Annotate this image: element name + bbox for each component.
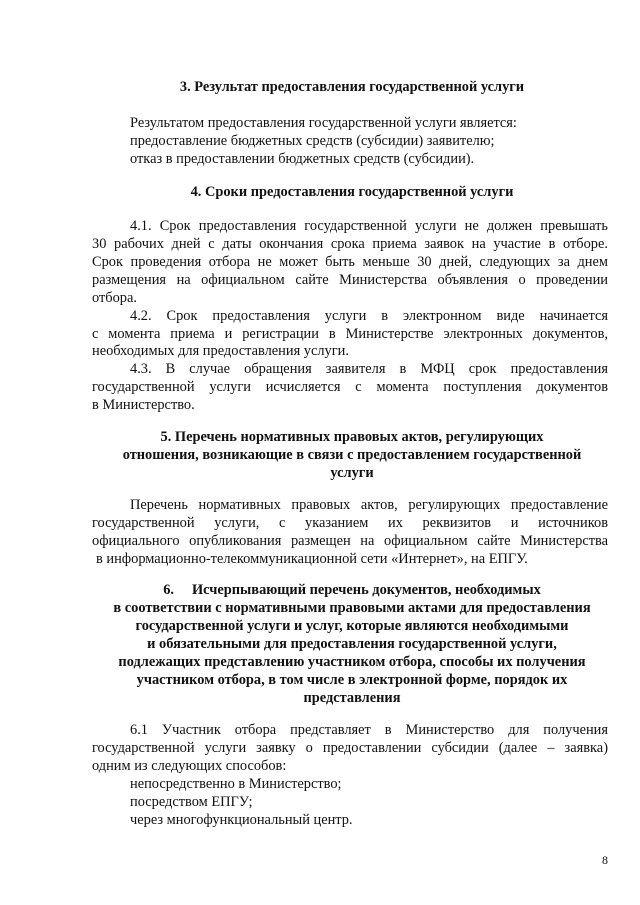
section-6-title: участником отбора, в том числе в электронной форме, порядок их — [136, 672, 568, 688]
section-5-title: услуги — [330, 465, 374, 481]
section-4-title: 4. Сроки предоставления государственной услуги — [190, 184, 514, 200]
paragraph-line: государственной услуги, с указанием их реквизитов и источников — [92, 515, 608, 531]
paragraph-line: Перечень нормативных правовых актов, регулирующих предоставление — [130, 497, 608, 513]
paragraph-line: 6.1 Участник отбора представляет в Министерство для получения — [130, 722, 608, 738]
list-item: непосредственно в Министерство; — [130, 776, 342, 792]
list-item: посредством ЕПГУ; — [130, 794, 253, 810]
paragraph-line: с момента приема и регистрации в Министерстве электронных документов, — [92, 326, 608, 342]
section-6-title: в соответствии с нормативными правовыми актами для предоставления — [113, 600, 591, 616]
paragraph-line: государственной услуги исчисляется с момента поступления документов — [92, 379, 608, 395]
paragraph-line: 4.3. В случае обращения заявителя в МФЦ срок предоставления — [130, 361, 608, 377]
paragraph-line: одним из следующих способов: — [92, 758, 287, 774]
paragraph-line: официального опубликования размещен на официальном сайте Министерства — [92, 533, 608, 549]
paragraph-line: необходимых для предоставления услуги. — [92, 343, 349, 359]
paragraph-line: Результатом предоставления государственной услуги является: — [130, 115, 517, 131]
paragraph-line: размещения на официальном сайте Министерства объявления о проведении — [92, 272, 608, 288]
paragraph-line: в Министерство. — [92, 397, 195, 413]
list-item: через многофункциональный центр. — [130, 812, 353, 828]
section-6-title: представления — [303, 690, 401, 706]
paragraph-line: 4.1. Срок предоставления государственной услуги не должен превышать — [130, 218, 608, 234]
paragraph-line: Срок проведения отбора не может быть меньше 30 дней, следующих за днем — [92, 254, 608, 270]
paragraph-line: отказ в предоставлении бюджетных средств (субсидии). — [130, 151, 475, 167]
paragraph-line: отбора. — [92, 290, 137, 306]
section-6-title: и обязательными для предоставления государственной услуги, — [147, 636, 557, 652]
paragraph-line: 30 рабочих дней с даты окончания срока приема заявок на участие в отборе. — [92, 236, 608, 252]
section-6-title: государственной услуги и услуг, которые являются необходимыми — [135, 618, 569, 634]
section-5-title: отношения, возникающие в связи с предоставлением государственной — [122, 447, 582, 463]
paragraph-line: предоставление бюджетных средств (субсидии) заявителю; — [130, 133, 495, 149]
section-5-title: 5. Перечень нормативных правовых актов, регулирующих — [160, 429, 544, 445]
paragraph-line: 4.2. Срок предоставления услуги в электронном виде начинается — [130, 308, 608, 324]
paragraph-line: государственной услуги заявку о предоставлении субсидии (далее – заявка) — [92, 740, 608, 756]
section-6-title: подлежащих представлению участником отбора, способы их получения — [118, 654, 586, 670]
page-number: 8 — [602, 853, 608, 867]
paragraph-line: в информационно-телекоммуникационной сети «Интернет», на ЕПГУ. — [96, 551, 528, 567]
section-6-title: 6. Исчерпывающий перечень документов, необходимых — [163, 582, 541, 598]
section-3-title: 3. Результат предоставления государственной услуги — [179, 79, 525, 95]
